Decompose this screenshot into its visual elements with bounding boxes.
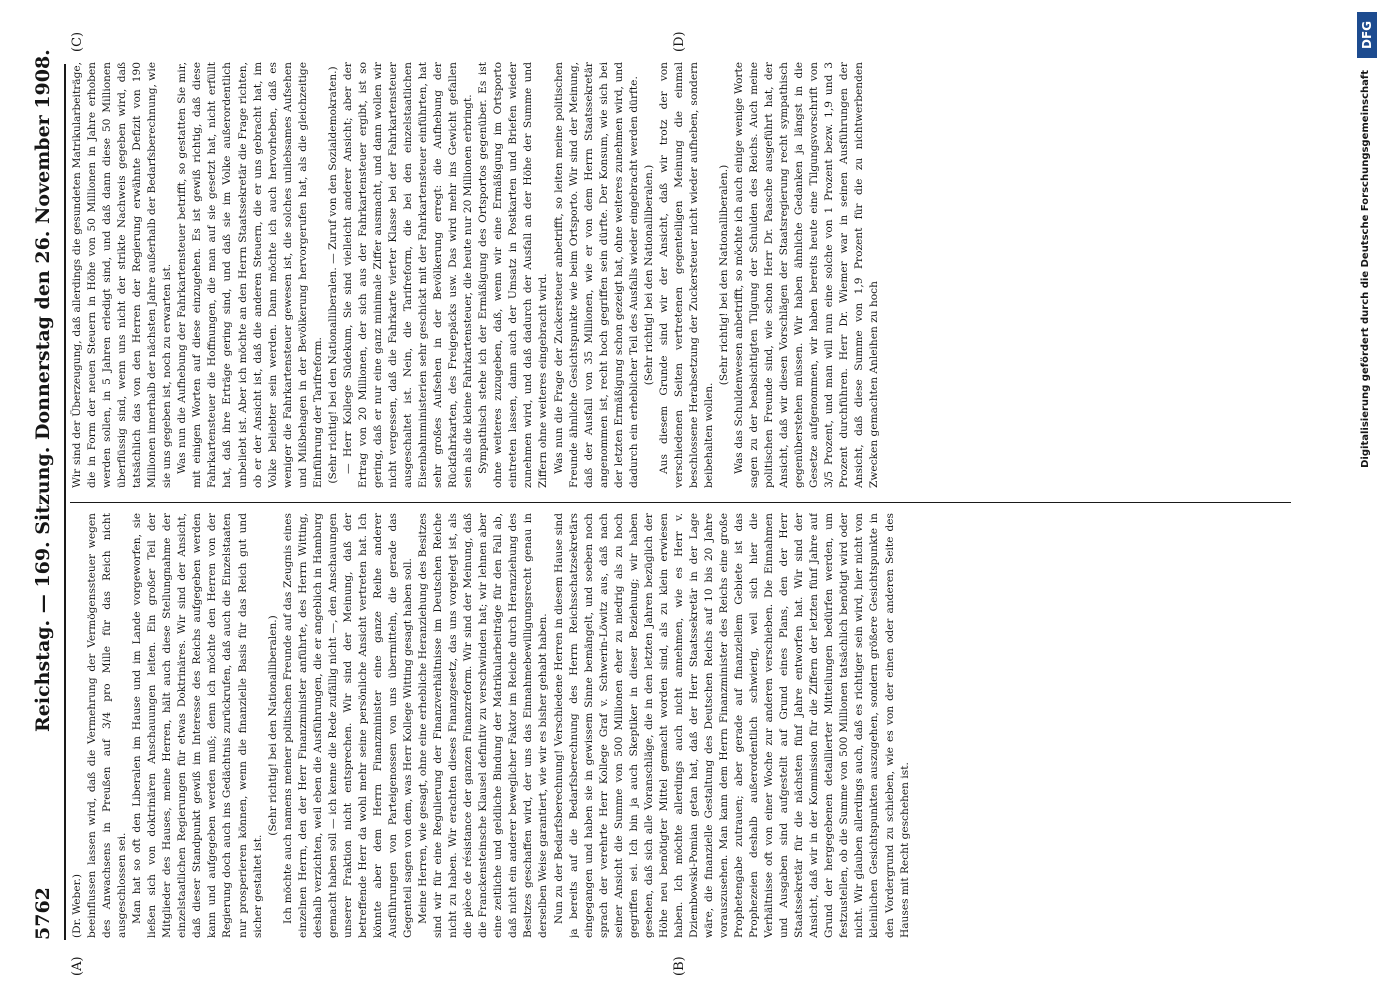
paragraph: Was nun die Aufhebung der Fahrkartensteuer betrifft, so gestatten Sie mir, mit einigen Worten auf diese einzugehen. Es ist gewiß richtig, daß diese Fahrkartensteuer die Hoffnungen, die man auf sie gesetzt hat, nicht erfüllt hat, daß ihre Erträge gering sind, und daß sie im Volke außerordentlich unbeliebt ist. Aber ich möchte an den Herrn Staatssekretär die Frage richten, ob er der Ansicht ist, daß die anderen Steuern, die er uns gebracht hat, im Volke beliebter sein werden. Dann möchte ich auch hervorheben, daß es weniger die Fahrkartensteuer gewesen ist, die solches unliebsames Aufsehen und Mißbehagen in der Bevölkerung hervorgerufen hat, als die gleichzeitige Einführung der Tarifreform. [176, 62, 324, 488]
margin-marker-b: (B) [672, 956, 687, 976]
page-number: 5762 [32, 887, 54, 940]
paragraph: Meine Herren, wie gesagt, ohne eine erhebliche Heranziehung des Besitzes sind wir für eine Regulierung der Finanzverhältnisse im Deutschen Reiche nicht zu haben. Wir erachten dieses Finanzgesetz, das uns vorgelegt ist, als die pièce de résistance der ganzen Finanzreform. Wir sind der Meinung, daß die Franckensteinsche Klausel definitiv zu verschwinden hat; wir lehnen aber eine zeitliche und geldliche Bindung der Matrikularbeiträge für den Fall ab, daß nicht ein anderer beweglicher Faktor im Reiche durch Heranziehung des Besitzes geschaffen wird, der uns das Einnahmebewilligungsrecht genau in derselben Weise garantiert, wie wir es bisher gehabt haben. [417, 513, 550, 938]
interjection: (Sehr richtig! bei den Nationalliberalen.) [718, 164, 731, 386]
paragraph: Nun zu der Bedarfsberechnung! Verschiedene Herren in diesem Hause sind ja bereits auf die Bedarfsberechnung des Herrn Reichsschatzsekretärs eingegangen und haben sie in gewissem Sinne bemängelt, und soeben noch sprach der verehrte Herr Kollege Graf v. Schwerin-Löwitz aus, daß nach seiner Ansicht die Summe von 500 Millionen eher zu niedrig als zu hoch gegriffen sei. Ich bin ja auch Skeptiker in dieser Beziehung; wir haben gesehen, daß sich alle Voranschläge, die in den letzten Jahren bezüglich der Höhe neu benötigter Mittel gemacht worden sind, als zu klein erwiesen haben. Ich möchte allerdings auch nicht annehmen, wie es Herr v. Dziembowski-Pomian getan hat, daß der Herr Staatssekretär in der Lage wäre, die finanzielle Gestaltung des Deutschen Reichs auf 10 bis 20 Jahre vorauszusehen. Man kann dem Herrn Finanzminister des Reichs eine große Prophetengabe zutrauen; aber gerade auf finanziellem Gebiete ist das Prophezeien deshalb außerordentlich schwierig, weil sich hier die Verhältnisse oft von einer Woche zur anderen verschieben. Die Einnahmen und Ausgaben sind aufgestellt auf Grund eines Plans, den der Herr Staatssekretär für die nächsten fünf Jahre entworfen hat. Wir sind der Ansicht, daß wir in der Kommission für die Ziffern der letzten fünf Jahre auf Grund der hergegebenen detaillierter Mitteilungen bedürfen werden, um festzustellen, ob die Summe von 500 Millionen tatsächlich benötigt wird oder nicht. Wir glauben allerdings auch, daß es richtiger sein wird, hier nicht von kleinlichen Gesichtspunkten auszugehen, sondern größere Gesichtspunkte in den Vordergrund zu schieben, wie es von der einen oder anderen Seite des Hauses mit Recht geschehen ist. [552, 513, 911, 938]
margin-marker-a: (A) [70, 956, 85, 976]
paragraph: Was das Schuldenwesen anbetrifft, so möchte ich auch einige wenige Worte sagen zu der beabsichtigten Tilgung der Schulden des Reichs. Auch meine politischen Freunde sind, wie schon Herr Dr. Paasche ausgeführt hat, der Ansicht, daß wir diesen Vorschlägen der Staatsregierung recht sympathisch gegenüberstehen müssen. Wir haben ähnliche Gedanken ja längst in die Gesetze aufgenommen, wir haben bereits heute eine Tilgungsvorschrift von 3/5 Prozent, und man will nun eine solche von 1 Prozent bezw. 1,9 und 3 Prozent durchführen. Herr Dr. Wiemer war in seinen Ausführungen der Ansicht, daß diese Summe von 1,9 Prozent für die zu nichtwerbenden Zwecken gemachten Anleihen zu hoch [733, 62, 881, 488]
interjection: (Sehr richtig! bei den Nationalliberalen.) [266, 615, 279, 836]
column-divider [70, 502, 1291, 503]
speaker-label: (Dr. Weber.) [71, 873, 83, 938]
paragraph: Man hat so oft den Liberalen im Hause und im Lande vorgeworfen, sie ließen sich von doktrinären Anschauungen leiten. Ein großer Teil der Mitglieder des Hauses, meine Herren, hält auch diese Stellungnahme der einzelstaatlichen Regierungen für etwas Doktrinäres. Wir sind der Ansicht, daß dieser Standpunkt gewiß im Interesse des Reichs aufgegeben werden kann und aufgegeben werden muß; denn ich möchte den Herren von der Regierung doch auch ins Gedächtnis zurückrufen, daß auch die Einzelstaaten nur prosperieren können, wenn die finanzielle Basis für das Reich gut und sicher gestaltet ist. [131, 513, 264, 938]
margin-marker-c: (C) [70, 31, 85, 52]
paragraph: Wir sind der Überzeugung, daß allerdings die gesundeten Matrikularbeiträge, die in Form der neuen Steuern in Höhe von 50 Millionen in Jahre erhoben werden sollen, in 5 Jahren erledigt sind, und daß dann diese 50 Millionen überflüssig sind, wenn uns nicht der strikte Nachweis gegeben wird, daß tatsächlich das von den Herren der Regierung erwähnte Defizit von 190 Millionen innerhalb der nächsten Jahre außerhalb der Bedarfsberechnung, wie sie uns gegeben ist, noch zu erwarten ist. [71, 62, 174, 488]
paragraph: beeinflussen lassen wird, daß die Vermehrung der Vermögenssteuer wegen des Anwachsens in Preußen auf 3/4 pro Mille für das Reich nicht ausgeschlossen sei. [86, 513, 129, 938]
digitization-credit: Digitalisierung gefördert durch die Deutsche Forschungsgemeinschaft [1360, 70, 1371, 468]
interjection: (Sehr richtig! bei den Nationalliberalen. — Zuruf von den Sozialdemokraten.) [326, 66, 339, 484]
running-head-date: Donnerstag den 26. November 1908. [32, 49, 54, 440]
paragraph: Ich möchte auch namens meiner politischen Freunde auf das Zeugnis eines einzelnen Herrn, den der Herr Finanzminister anführte, des Herrn Witting, deshalb verzichten, weil eben die Ausführungen, die er angeblich in Hamburg gemacht haben soll — ich kenne die Rede zufällig nicht —, den Anschauungen unserer Fraktion nicht entsprechen. Wir sind der Meinung, daß der betreffende Herr da wohl mehr seine persönliche Ansicht vertreten hat. Ich könnte aber dem Herrn Finanzminister eine ganze Reihe anderer Ausführungen von Parteigenossen von uns übermitteln, die gerade das Gegenteil sagen von dem, was Herr Kollege Witting gesagt haben soll. [281, 513, 415, 938]
header-rule [64, 64, 66, 940]
interjection: (Sehr richtig! bei den Nationalliberalen.) [642, 164, 655, 386]
running-head-session: Reichstag. — 169. Sitzung. [32, 446, 54, 732]
dfg-logo: DFG [1357, 12, 1377, 58]
right-text-column [70, 62, 1291, 488]
paragraph: Sympathisch stehe ich der Ermäßigung des Ortsportos gegenüber. Es ist ohne weiteres zuzugeben, daß, wenn wir eine Ermäßigung im Ortsporto eintreten lassen, dann auch der Umsatz in Postkarten und Briefen wieder zunehmen wird, und daß dadurch der Ausfall an der Höhe der Summe und Ziffern ohne weiteres eingebracht wird. [477, 62, 550, 488]
left-text-column [70, 513, 1291, 938]
paragraph: Was nun die Frage der Zuckersteuer anbetrifft, so leiten meine politischen Freunde ähnliche Gesichtspunkte wie beim Ortsporto. Wir sind der Meinung, daß der Ausfall von 35 Millionen, wie er von dem Herrn Staatssekretär angenommen ist, recht hoch gegriffen sein dürfte. Der Konsum, wie sich bei der letzten Ermäßigung schon gezeigt hat, ohne weiteres zunehmen wird, und dadurch ein erheblicher Teil des Ausfalls wieder eingebracht werden dürfte. [552, 62, 640, 488]
margin-marker-d: (D) [672, 31, 687, 52]
paragraph: — Herr Kollege Südekum, Sie sind vielleicht anderer Ansicht; aber der Ertrag von 20 Millionen, der sich aus der Fahrkartensteuer ergibt, ist so gering, daß er nur eine ganz minimale Ziffer ausmacht, und dann wollen wir nicht vergessen, daß die Fahrkarte vierter Klasse bei der Fahrkartensteuer ausgeschaltet ist. Nein, die Tarifreform, die bei den einzelstaatlichen Eisenbahnministerien sehr geschickt mit der Fahrkartensteuer einführten, hat sehr großes Aufsehen in der Bevölkerung erregt: die Aufhebung der Rückfahrkarten, des Freigepäcks usw. Das wird mehr ins Gewicht gefallen sein als die kleine Fahrkartensteuer, die heute nur 20 Millionen erbringt. [341, 62, 475, 488]
paragraph: Aus diesem Grunde sind wir der Ansicht, daß wir trotz der von verschiedenen Seiten vertretenen gegenteiligen Meinung die einmal beschlossene Herabsetzung der Zuckersteuer nicht wieder aufheben, sondern beibehalten wollen. [657, 62, 715, 488]
